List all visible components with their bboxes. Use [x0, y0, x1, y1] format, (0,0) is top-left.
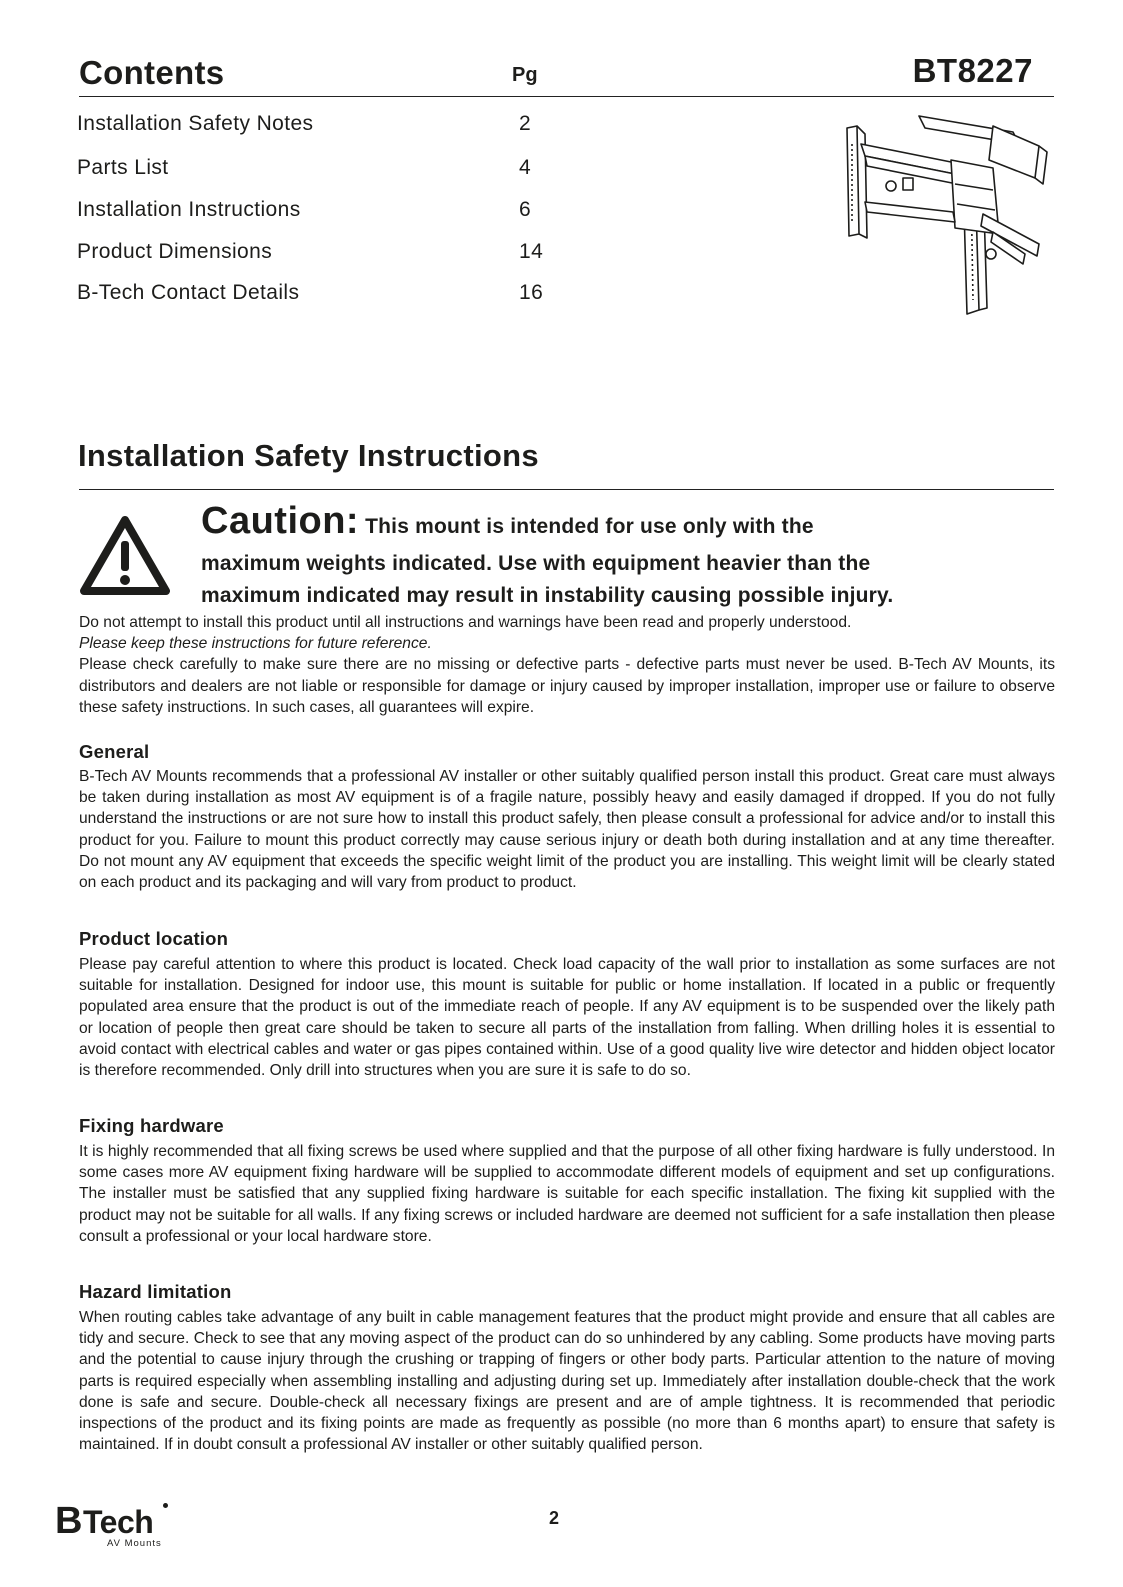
model-number: BT8227 [912, 52, 1033, 89]
toc-entry-page: 6 [519, 198, 532, 221]
logo-dot [163, 1503, 168, 1508]
fixing-text: It is highly recommended that all fixing screws be used where supplied and that the purpose of all other fixing hardware is fully understood. In some cases more AV equipment fixing hardware will be supplied to accommodate different models of equipment and set up configurations. The installer must be satisfied that any supplied fixing hardware is suitable for each specific installation. The fixing kit supplied with the product may not be suitable for all walls. If any fixing screws or included hardware are deemed not sufficient for a safe installation then please consult a professional or your local hardware store. [79, 1143, 1055, 1245]
fixing-heading: Fixing hardware [79, 1115, 224, 1136]
page-column-heading: Pg [512, 64, 538, 86]
hazard-text: When routing cables take advantage of any built in cable management features that the product might provide and ensure that all cables are tidy and secure. Check to see that any moving aspect of the product can do so unhindered by any cabling. Some products have moving parts and the potential to cause injury through the crushing or trapping of fingers or other body parts. Particular attention to the nature of moving parts is required especially when assembling installing and adjusting during set up. Immediately after installation double-check that the work done is safe and secure. Double-check all necessary fixings are present and are of ample tightness. It is recommended that periodic inspections of the product and its fixing points are made as frequently as possible (no more than 6 months apart) to ensure that safety is maintained. If in doubt consult a professional AV installer or other suitably qualified person. [79, 1309, 1055, 1454]
toc-entry[interactable] [77, 198, 577, 228]
toc-entry-page: 4 [519, 156, 532, 179]
header-divider [79, 96, 1054, 97]
general-text: B-Tech AV Mounts recommends that a professional AV installer or other suitably qualified person install this product. Great care must always be taken during installation as most AV equipment is of a fragile nature, possibly heavy and easily damaged if dropped. If you do not fully understand the instructions or are not sure how to install this product safely, then please consult a professional for advice and/or to install this product for you. Failure to mount this product correctly may cause serious injury or death both during installation and at any time thereafter. Do not mount any AV equipment that exceeds the specific weight limit of the product you are installing. This weight limit will be clearly stated on each product and its packaging and will vary from product to product. [79, 768, 1055, 892]
caution-label: Caution: [201, 500, 360, 542]
toc-entry-page: 2 [519, 112, 532, 135]
toc-entry-page: 14 [519, 240, 544, 263]
caution-notice [201, 500, 1051, 612]
intro-note: Please keep these instructions for future reference. [79, 635, 432, 653]
btech-logo [55, 1500, 185, 1552]
toc-entry-page: 16 [519, 281, 544, 304]
page-number: 2 [549, 1508, 560, 1528]
toc-entry[interactable] [77, 240, 577, 270]
toc-entry-title: Installation Safety Notes [77, 112, 314, 135]
general-heading: General [79, 741, 150, 762]
contents-heading: Contents [79, 54, 225, 91]
toc-entry-title: Installation Instructions [77, 198, 301, 221]
warning-triangle-icon [79, 515, 171, 597]
section-heading: Installation Safety Instructions [78, 438, 539, 473]
toc-entry[interactable] [77, 112, 577, 142]
location-text: Please pay careful attention to where this product is located. Check load capacity of the wall prior to installation as some surfaces are not suitable for installation. Designed for indoor use, this mount is suitable for public or home installation. If located in a public or frequently populated area ensure that the product is out of the immediate reach of people. If any AV equipment is to be suspended over the likely path or location of people then great care should be taken to secure all parts of the installation from falling. When drilling holes it is essential to avoid contact with electrical cables and water or gas pipes contained within. Use of a good quality live wire detector and hidden object locator is therefore recommended. Only drill into structures when you are sure it is safe to do so. [79, 956, 1055, 1080]
toc-entry[interactable] [77, 281, 577, 311]
intro-paragraph: Do not attempt to install this product until all instructions and warnings have been read and properly understood. [79, 614, 852, 631]
caution-text-line: maximum weights indicated. Use with equipment heavier than the [201, 552, 871, 575]
safety-intro [79, 612, 1055, 718]
location-heading: Product location [79, 928, 229, 949]
intro-paragraph: Please check carefully to make sure there are no missing or defective parts - defective parts must never be used. B-Tech AV Mounts, its distributors and dealers are not liable or responsible for damage or injury caused by improper installation, improper use or failure to observe these safety instructions. In such cases, all guarantees will expire. [79, 656, 1055, 716]
toc-entry-title: Parts List [77, 156, 169, 179]
wall-mount-illustration [843, 104, 1055, 322]
toc-entry-title: B-Tech Contact Details [77, 281, 300, 304]
logo-tech: Tech [83, 1504, 154, 1540]
logo-b: B [55, 1500, 82, 1542]
hazard-heading: Hazard limitation [79, 1281, 232, 1302]
toc-entry[interactable] [77, 156, 577, 186]
logo-subtitle: AV Mounts [107, 1538, 162, 1549]
caution-text-line: This mount is intended for use only with the [365, 515, 814, 538]
caution-text-line: maximum indicated may result in instability causing possible injury. [201, 584, 894, 607]
toc-entry-title: Product Dimensions [77, 240, 273, 263]
section-divider [79, 489, 1054, 490]
